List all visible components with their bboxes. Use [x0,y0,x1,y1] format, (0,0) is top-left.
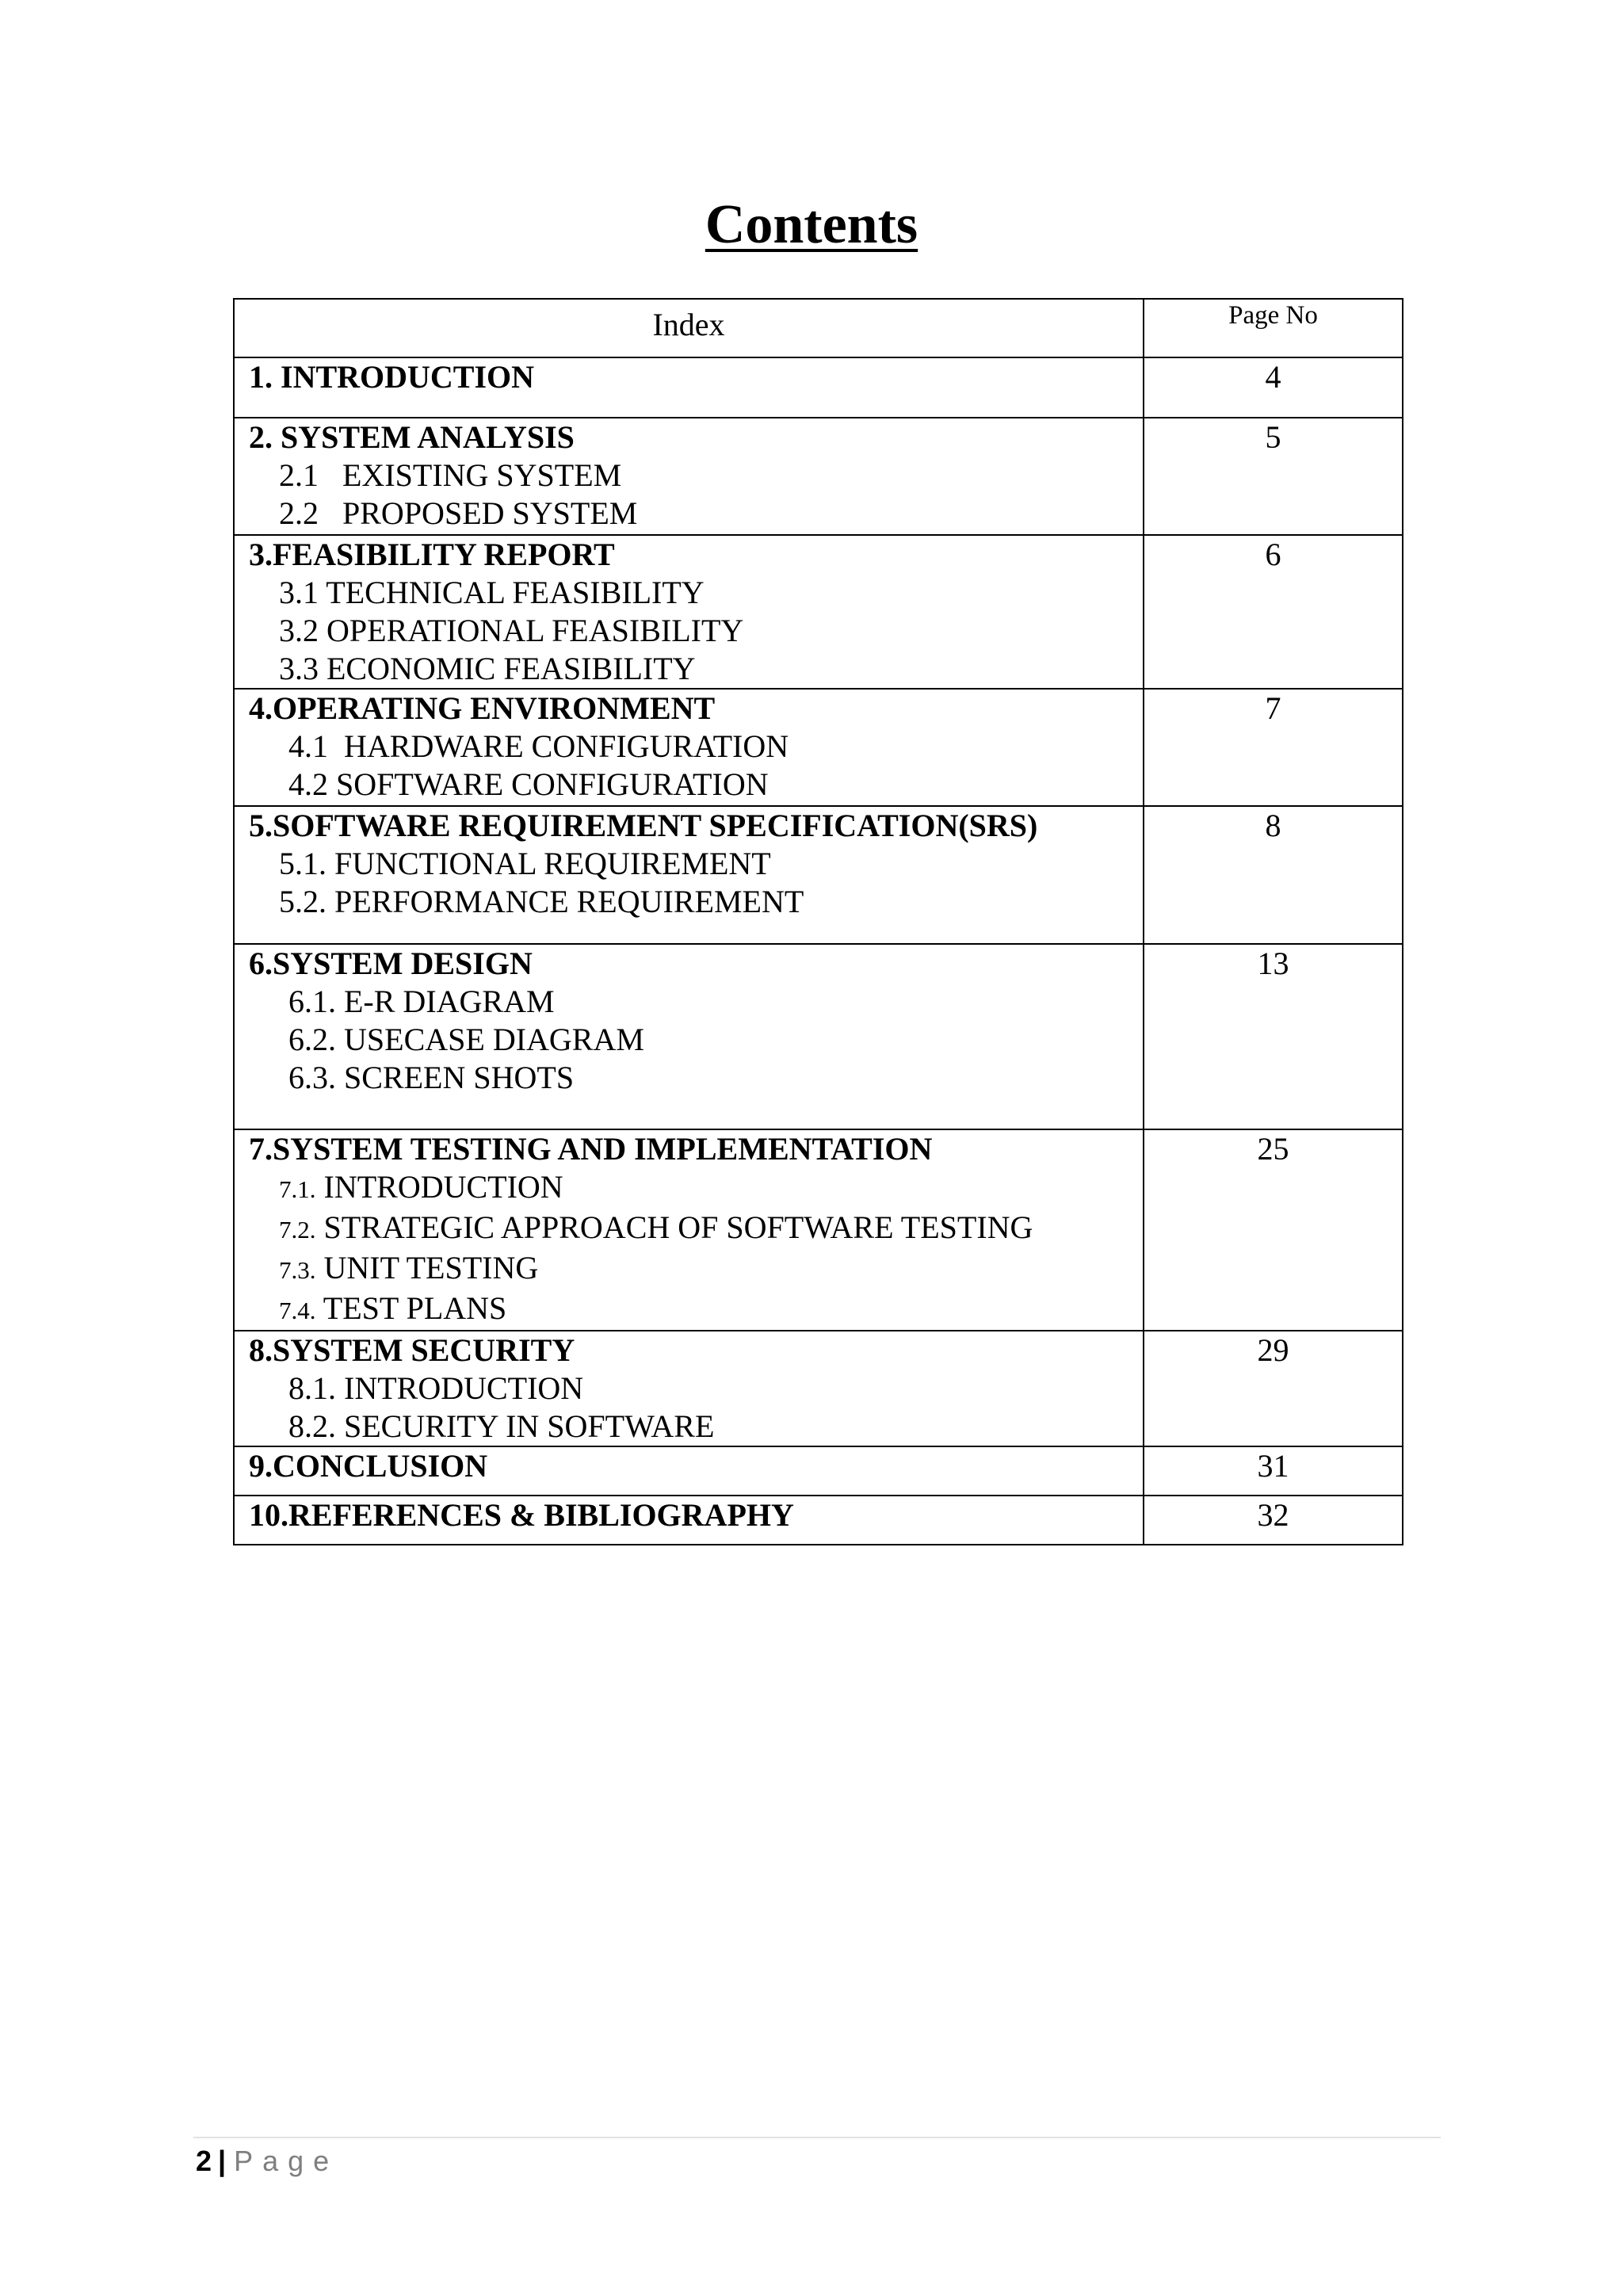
header-index: Index [234,299,1144,357]
section-cell [234,418,1144,535]
section-title: 8.SYSTEM SECURITY [249,1332,575,1368]
footer-page-word: Page [234,2145,339,2177]
section-page: 6 [1144,535,1403,689]
subsection-text: INTRODUCTION [323,1169,563,1205]
section-title: 10.REFERENCES & BIBLIOGRAPHY [249,1497,794,1533]
subsection-item: 3.1 TECHNICAL FEASIBILITY [279,575,705,610]
subsection-item: 8.2. SECURITY IN SOFTWARE [288,1408,715,1444]
section-page: 7 [1144,689,1403,806]
subsection-item: 3.3 ECONOMIC FEASIBILITY [279,651,696,686]
footer-divider [193,2137,1441,2138]
section-title: 6.SYSTEM DESIGN [249,946,533,981]
subsection-item: 6.3. SCREEN SHOTS [288,1060,575,1095]
subsection-item: 5.1. FUNCTIONAL REQUIREMENT [279,846,771,881]
section-title: 1. INTRODUCTION [249,359,535,395]
section-page: 32 [1144,1496,1403,1545]
section-cell [234,689,1144,806]
table-row [234,1496,1403,1545]
page-footer [196,2142,338,2180]
subsection-item: 3.2 OPERATIONAL FEASIBILITY [279,613,744,648]
subsection-item [249,1209,1143,1249]
section-cell [234,806,1144,944]
table-row [234,806,1403,944]
subsection-item: 2.1 EXISTING SYSTEM [279,457,622,493]
subsection-item: 4.1 HARDWARE CONFIGURATION [288,728,789,764]
footer-page-number: 2 [196,2145,212,2177]
subsection-item [249,1249,1143,1289]
subsection-item: 6.1. E-R DIAGRAM [288,984,555,1019]
section-title: 4.OPERATING ENVIRONMENT [249,690,716,726]
table-row [234,535,1403,689]
section-page: 25 [1144,1129,1403,1331]
subsection-number: 7.3. [279,1256,316,1284]
section-title: 5.SOFTWARE REQUIREMENT SPECIFICATION(SRS) [249,808,1038,843]
table-row [234,1446,1403,1496]
subsection-item: 5.2. PERFORMANCE REQUIREMENT [279,884,804,919]
table-row [234,689,1403,806]
subsection-text: STRATEGIC APPROACH OF SOFTWARE TESTING [323,1209,1033,1245]
subsection-item [249,1289,1143,1330]
subsection-number: 7.2. [279,1216,316,1244]
subsection-item: 8.1. INTRODUCTION [288,1370,584,1406]
section-cell [234,357,1144,418]
section-cell [234,535,1144,689]
section-cell [234,944,1144,1129]
section-cell [234,1129,1144,1331]
table-row [234,1331,1403,1446]
section-page: 13 [1144,944,1403,1129]
table-row [234,944,1403,1129]
subsection-item [249,1168,1143,1209]
subsection-item: 4.2 SOFTWARE CONFIGURATION [288,766,769,802]
table-row [234,418,1403,535]
subsection-text: UNIT TESTING [323,1250,539,1286]
subsection-item: 2.2 PROPOSED SYSTEM [279,495,638,531]
section-cell [234,1496,1144,1545]
table-row [234,357,1403,418]
section-cell [234,1331,1144,1446]
subsection-number: 7.4. [279,1297,316,1324]
subsection-text: TEST PLANS [323,1290,507,1326]
contents-table [233,298,1403,1545]
table-row [234,1129,1403,1331]
section-title: 7.SYSTEM TESTING AND IMPLEMENTATION [249,1131,933,1167]
page-title-text: Contents [705,194,918,255]
table-header-row [234,299,1403,357]
subsection-number: 7.1. [279,1175,316,1203]
section-page: 8 [1144,806,1403,944]
section-page: 4 [1144,357,1403,418]
header-page-no: Page No [1144,299,1403,357]
page-title [0,193,1623,257]
section-title: 9.CONCLUSION [249,1448,488,1484]
section-title: 2. SYSTEM ANALYSIS [249,419,575,455]
section-page: 31 [1144,1446,1403,1496]
section-cell [234,1446,1144,1496]
section-page: 5 [1144,418,1403,535]
subsection-item: 6.2. USECASE DIAGRAM [288,1022,644,1057]
footer-separator: | [218,2145,227,2177]
section-title: 3.FEASIBILITY REPORT [249,537,615,572]
section-page: 29 [1144,1331,1403,1446]
